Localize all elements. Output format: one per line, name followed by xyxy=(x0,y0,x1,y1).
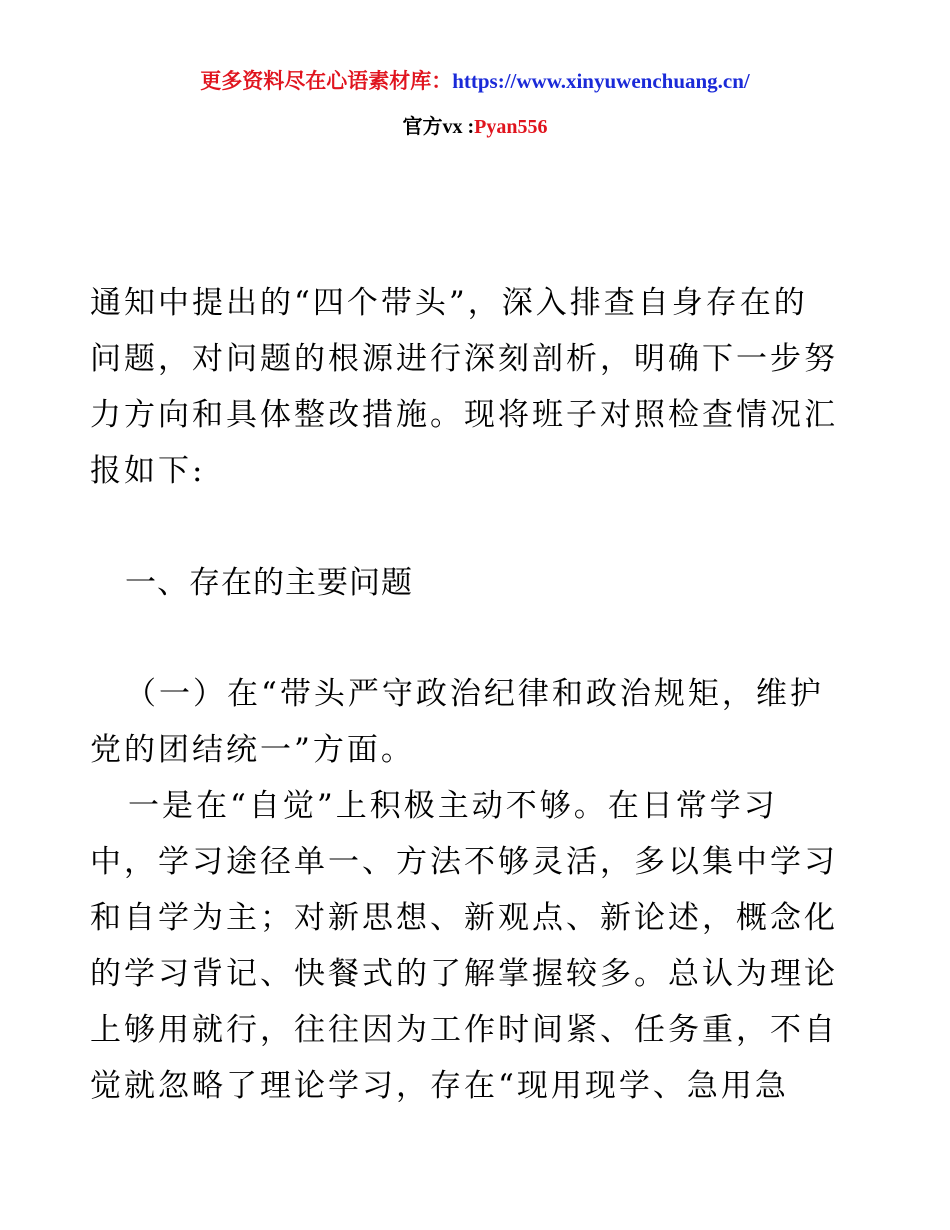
subsection-line: 党的团结统一”方面。 xyxy=(90,732,415,768)
point-paragraph xyxy=(90,778,850,1114)
point-line: 上够用就行，往往因为工作时间紧、任务重，不自 xyxy=(90,1012,838,1048)
point-line: 的学习背记、快餐式的了解掌握较多。总认为理论 xyxy=(90,956,838,992)
header-promo-line xyxy=(0,66,950,96)
point-line: 觉就忽略了理论学习，存在“现用现学、急用急 xyxy=(90,1068,789,1104)
intro-line: 通知中提出的“四个带头”，深入排查自身存在的 xyxy=(90,285,808,321)
point-line: 和自学为主；对新思想、新观点、新论述，概念化 xyxy=(90,900,838,936)
intro-line: 问题，对问题的根源进行深刻剖析，明确下一步努 xyxy=(90,341,838,377)
subsection-paragraph xyxy=(90,666,855,778)
contact-id: Pyan556 xyxy=(474,116,548,138)
subsection-line: （一）在“带头严守政治纪律和政治规矩，维护 xyxy=(125,676,824,712)
intro-paragraph xyxy=(90,275,850,499)
promo-url-link[interactable]: https://www.xinyuwenchuang.cn/ xyxy=(452,69,750,93)
contact-label: 官方vx : xyxy=(402,116,475,138)
section-heading: 一、存在的主要问题 xyxy=(125,565,413,601)
intro-line: 力方向和具体整改措施。现将班子对照检查情况汇 xyxy=(90,397,838,433)
point-line: 中，学习途径单一、方法不够灵活，多以集中学习 xyxy=(90,844,838,880)
header-contact-line xyxy=(0,112,950,142)
point-line: 一是在“自觉”上积极主动不够。在日常学习 xyxy=(128,788,778,824)
promo-text: 更多资料尽在心语素材库： xyxy=(200,69,453,93)
intro-line: 报如下: xyxy=(90,453,206,489)
